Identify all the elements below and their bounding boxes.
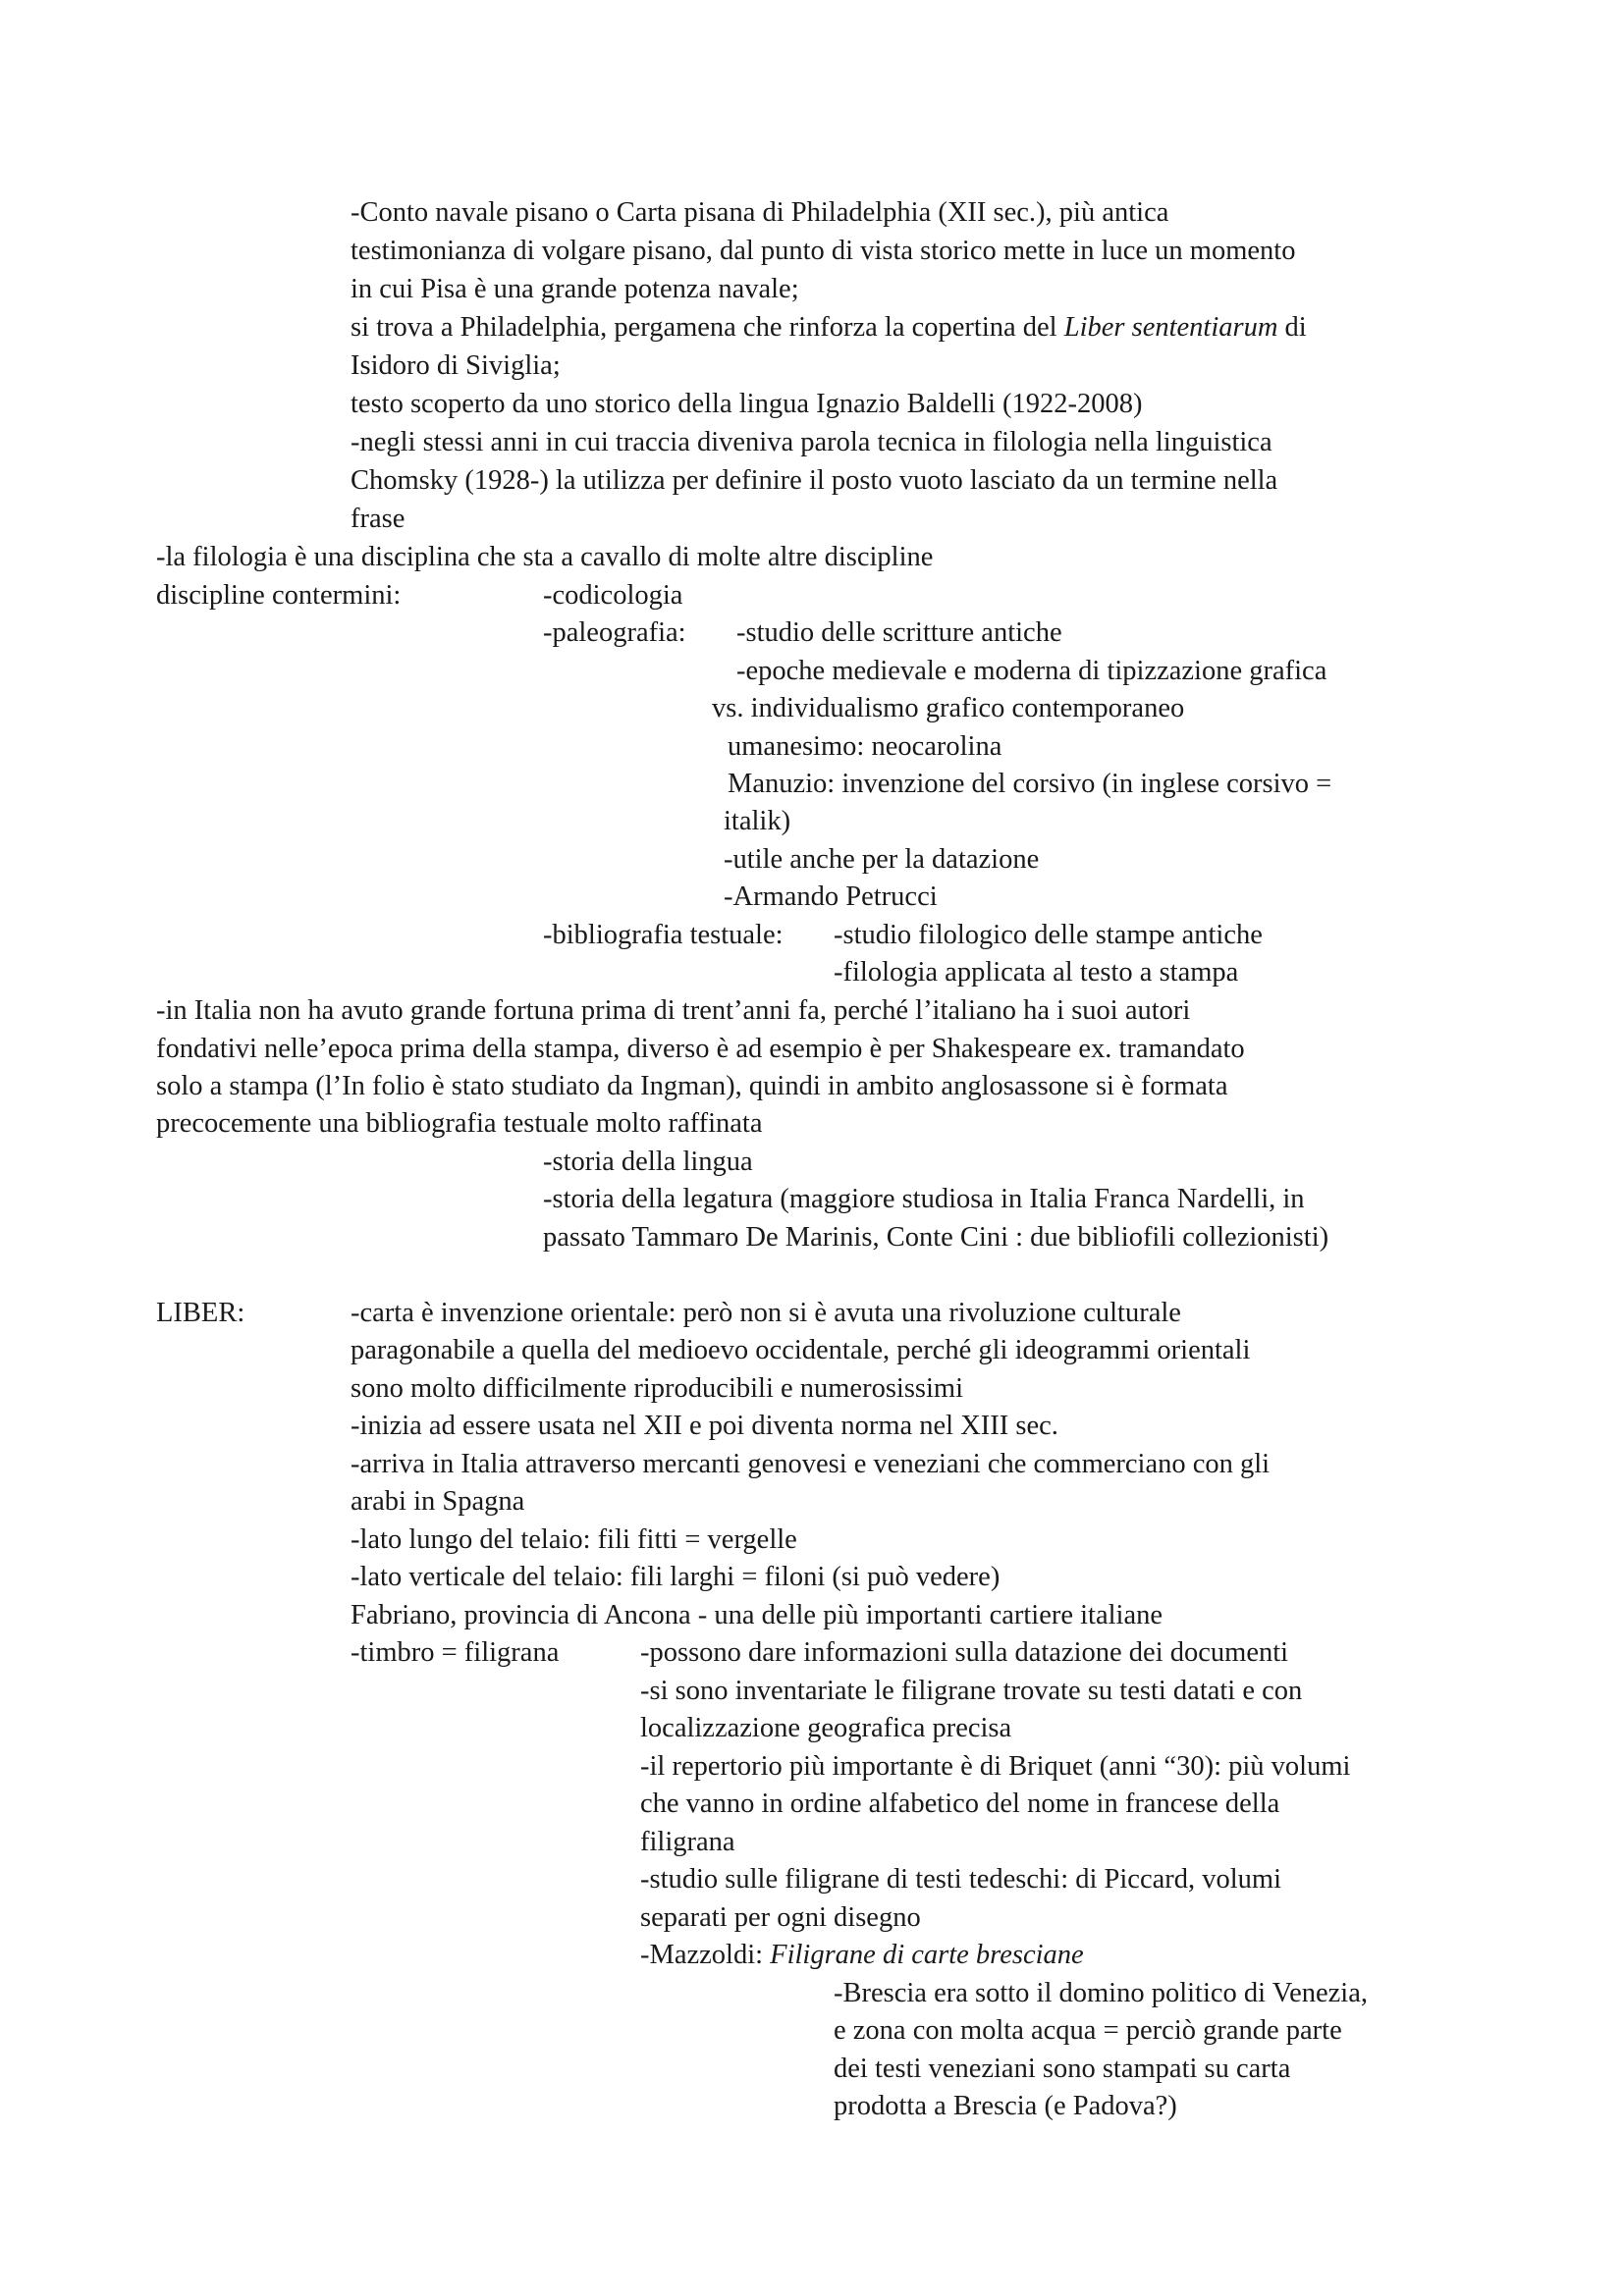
text-line: -la filologia è una disciplina che sta a cavallo di molte altre discipline — [156, 542, 934, 572]
sub-item — [640, 1937, 1084, 1974]
sub-item: Manuzio: invenzione del corsivo (in inglese corsivo = — [728, 769, 1332, 799]
text-line: in cui Pisa è una grande potenza navale; — [351, 274, 799, 304]
text-line: -in Italia non ha avuto grande fortuna prima di trent’anni fa, perché l’italiano ha i suoi autori — [156, 995, 1191, 1026]
sub-item: -si sono inventariate le filigrane trovate su testi datati e con — [640, 1676, 1303, 1706]
text-line: -carta è invenzione orientale: però non si è avuta una rivoluzione culturale — [351, 1298, 1181, 1328]
list-item: -bibliografia testuale: — [543, 920, 784, 950]
sub-item: umanesimo: neocarolina — [728, 731, 1002, 762]
text-line: -Conto navale pisano o Carta pisana di Philadelphia (XII sec.), più antica — [351, 197, 1169, 228]
text-line: Fabriano, provincia di Ancona - una delle più importanti cartiere italiane — [351, 1600, 1163, 1630]
text-line: solo a stampa (l’In folio è stato studiato da Ingman), quindi in ambito anglosassone si è formata — [156, 1071, 1228, 1101]
sub-item: -utile anche per la datazione — [724, 844, 1040, 875]
text-line: testo scoperto da uno storico della lingua Ignazio Baldelli (1922-2008) — [351, 389, 1143, 419]
sub-item: vs. individualismo grafico contemporaneo — [712, 693, 1185, 723]
list-item: -codicologia — [543, 580, 683, 611]
text-line: testimonianza di volgare pisano, dal punto di vista storico mette in luce un momento — [351, 236, 1296, 266]
sub-item: -Armando Petrucci — [724, 881, 938, 912]
text-line: precocemente una bibliografia testuale molto raffinata — [156, 1108, 763, 1139]
sub-item: -studio sulle filigrane di testi tedeschi: di Piccard, volumi — [640, 1864, 1281, 1895]
sub-item: dei testi veneziani sono stampati su carta — [834, 2054, 1291, 2084]
list-item: -timbro = filigrana — [351, 1637, 560, 1668]
text-line: paragonabile a quella del medioevo occidentale, perché gli ideogrammi orientali — [351, 1335, 1251, 1365]
sub-item: italik) — [724, 806, 791, 836]
text-line: Chomsky (1928-) la utilizza per definire il posto vuoto lasciato da un termine nella — [351, 465, 1278, 496]
text-line: -inizia ad essere usata nel XII e poi diventa norma nel XIII sec. — [351, 1411, 1058, 1441]
sub-item: -possono dare informazioni sulla datazione dei documenti — [640, 1637, 1289, 1668]
text-line: fondativi nelle’epoca prima della stampa, diverso è ad esempio è per Shakespeare ex. tramandato — [156, 1034, 1245, 1064]
text-line: -negli stessi anni in cui traccia diveniva parola tecnica in filologia nella linguistica — [351, 427, 1272, 457]
text-line — [351, 309, 1307, 347]
text-line: -lato lungo del telaio: fili fitti = vergelle — [351, 1524, 797, 1555]
book-title: Liber sententiarum — [1063, 312, 1278, 343]
list-item: -storia della legatura (maggiore studiosa in Italia Franca Nardelli, in — [543, 1184, 1305, 1214]
sub-item: che vanno in ordine alfabetico del nome in francese della — [640, 1789, 1280, 1819]
list-item: passato Tammaro De Marinis, Conte Cini : due bibliofili collezionisti) — [543, 1222, 1329, 1253]
sub-item: filigrana — [640, 1827, 735, 1857]
sub-item: prodotta a Brescia (e Padova?) — [834, 2091, 1177, 2121]
text-line: arabi in Spagna — [351, 1486, 525, 1517]
text-line: -arriva in Italia attraverso mercanti genovesi e veneziani che commerciano con gli — [351, 1449, 1271, 1479]
text-line: sono molto difficilmente riproducibili e numerosissimi — [351, 1373, 964, 1404]
section-label: LIBER: — [156, 1298, 245, 1328]
list-item: -storia della lingua — [543, 1147, 753, 1177]
sub-item: separati per ogni disegno — [640, 1902, 921, 1933]
sub-item: -studio delle scritture antiche — [736, 617, 1062, 648]
text-segment: di — [1277, 312, 1307, 343]
text-segment: si trova a Philadelphia, pergamena che rinforza la copertina del — [351, 312, 1064, 343]
text-line: Isidoro di Siviglia; — [351, 350, 561, 381]
sub-item: -epoche medievale e moderna di tipizzazione grafica — [736, 656, 1327, 686]
section-label: discipline contermini: — [156, 580, 402, 611]
book-title: Filigrane di carte bresciane — [770, 1940, 1084, 1970]
text-line: frase — [351, 504, 406, 534]
sub-item: -il repertorio più importante è di Briquet (anni “30): più volumi — [640, 1751, 1351, 1782]
list-item: -paleografia: — [543, 617, 686, 648]
sub-item: localizzazione geografica precisa — [640, 1713, 1012, 1743]
text-line: -lato verticale del telaio: fili larghi = filoni (si può vedere) — [351, 1562, 1001, 1592]
text-segment: -Mazzoldi: — [640, 1940, 771, 1970]
sub-item: e zona con molta acqua = perciò grande parte — [834, 2015, 1342, 2046]
sub-item: -filologia applicata al testo a stampa — [834, 957, 1239, 988]
sub-item: -studio filologico delle stampe antiche — [834, 920, 1263, 950]
sub-item: -Brescia era sotto il domino politico di Venezia, — [834, 1978, 1369, 2008]
